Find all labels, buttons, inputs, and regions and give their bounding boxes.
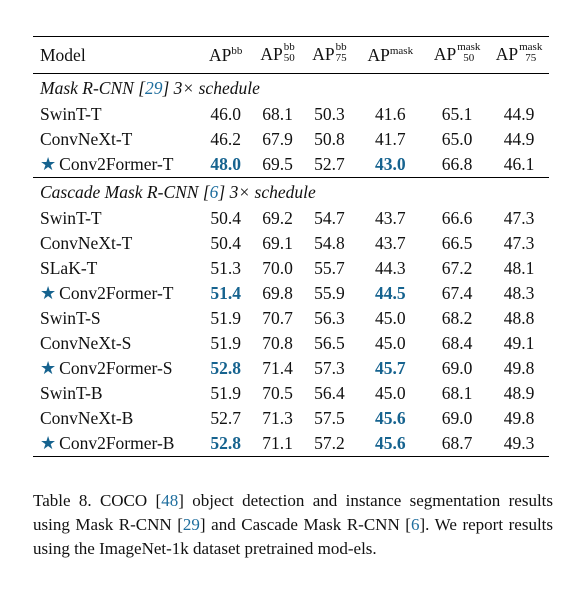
value-cell: 48.8 bbox=[503, 308, 535, 328]
value-cell: 47.3 bbox=[503, 233, 535, 253]
value-cell: 67.2 bbox=[441, 258, 473, 278]
value-cell: 69.0 bbox=[441, 358, 473, 378]
value-cell: 55.9 bbox=[314, 283, 345, 303]
value-cell: 69.5 bbox=[262, 154, 293, 174]
value-cell: 43.7 bbox=[374, 208, 406, 228]
model-name-cell: ★ Conv2Former-T bbox=[40, 283, 174, 303]
value-cell: 44.3 bbox=[374, 258, 406, 278]
model-name-cell: ConvNeXt-T bbox=[40, 233, 133, 253]
value-cell: 48.9 bbox=[503, 383, 535, 403]
model-name-cell: SLaK-T bbox=[40, 258, 98, 278]
value-cell: 68.1 bbox=[262, 104, 293, 124]
value-cell: 67.4 bbox=[441, 283, 473, 303]
citation-link[interactable]: 6 bbox=[410, 515, 420, 534]
star-icon: ★ bbox=[40, 283, 57, 303]
value-cell: 48.0 bbox=[210, 154, 242, 174]
value-cell: 50.8 bbox=[314, 129, 345, 149]
value-cell: 70.7 bbox=[262, 308, 293, 328]
value-cell: 43.7 bbox=[374, 233, 406, 253]
value-cell: 52.7 bbox=[210, 408, 242, 428]
table-row bbox=[33, 356, 549, 381]
section-header-row bbox=[33, 74, 549, 103]
value-cell: 41.6 bbox=[374, 104, 406, 124]
value-cell: 68.4 bbox=[441, 333, 473, 353]
value-cell: 69.1 bbox=[262, 233, 293, 253]
value-cell: 70.5 bbox=[262, 383, 293, 403]
value-cell: 50.4 bbox=[210, 208, 242, 228]
value-cell: 44.9 bbox=[503, 129, 535, 149]
value-cell: 43.0 bbox=[374, 154, 406, 174]
value-cell: 55.7 bbox=[314, 258, 345, 278]
table-row bbox=[33, 206, 549, 231]
header-col-1: AP bb 50 bbox=[260, 41, 295, 65]
star-icon: ★ bbox=[40, 154, 57, 174]
value-cell: 71.3 bbox=[262, 408, 293, 428]
value-cell: 66.8 bbox=[441, 154, 473, 174]
value-cell: 68.2 bbox=[441, 308, 473, 328]
section-header-row bbox=[33, 178, 549, 207]
value-cell: 52.8 bbox=[210, 358, 242, 378]
value-cell: 45.0 bbox=[374, 333, 406, 353]
value-cell: 46.2 bbox=[210, 129, 242, 149]
header-col-2: AP bb 75 bbox=[312, 41, 347, 65]
citation-link[interactable]: 6 bbox=[209, 181, 219, 202]
value-cell: 46.0 bbox=[210, 104, 242, 124]
header-col-4: AP mask 50 bbox=[433, 41, 481, 65]
table-row bbox=[33, 231, 549, 256]
value-cell: 68.7 bbox=[441, 433, 473, 453]
model-name-cell: SwinT-B bbox=[40, 383, 103, 403]
value-cell: 48.1 bbox=[503, 258, 535, 278]
value-cell: 51.9 bbox=[210, 308, 242, 328]
value-cell: 44.9 bbox=[503, 104, 535, 124]
value-cell: 71.4 bbox=[262, 358, 293, 378]
star-icon: ★ bbox=[40, 433, 57, 453]
results-table-container bbox=[33, 36, 549, 457]
model-name-cell: SwinT-S bbox=[40, 308, 101, 328]
value-cell: 52.7 bbox=[314, 154, 345, 174]
value-cell: 65.1 bbox=[441, 104, 473, 124]
table-row bbox=[33, 381, 549, 406]
table-row bbox=[33, 331, 549, 356]
value-cell: 45.6 bbox=[374, 433, 406, 453]
value-cell: 44.5 bbox=[374, 283, 406, 303]
value-cell: 46.1 bbox=[503, 154, 535, 174]
citation-link[interactable]: 29 bbox=[145, 77, 163, 98]
header-col-5: AP mask 75 bbox=[495, 41, 543, 65]
model-name-cell: ConvNeXt-B bbox=[40, 408, 134, 428]
value-cell: 71.1 bbox=[262, 433, 293, 453]
value-cell: 69.8 bbox=[262, 283, 293, 303]
table-row bbox=[33, 152, 549, 178]
value-cell: 51.3 bbox=[210, 258, 242, 278]
model-name-cell: SwinT-T bbox=[40, 208, 102, 228]
value-cell: 49.3 bbox=[503, 433, 535, 453]
value-cell: 54.8 bbox=[314, 233, 345, 253]
value-cell: 52.8 bbox=[210, 433, 242, 453]
value-cell: 50.4 bbox=[210, 233, 242, 253]
value-cell: 66.5 bbox=[441, 233, 473, 253]
value-cell: 45.0 bbox=[374, 383, 406, 403]
model-name-cell: ConvNeXt-T bbox=[40, 129, 133, 149]
table-row bbox=[33, 431, 549, 457]
value-cell: 45.6 bbox=[374, 408, 406, 428]
model-name-cell: ★ Conv2Former-S bbox=[40, 358, 173, 378]
value-cell: 51.9 bbox=[210, 383, 242, 403]
value-cell: 68.1 bbox=[441, 383, 473, 403]
value-cell: 51.4 bbox=[210, 283, 242, 303]
header-col-0: $AP^{bb}$ bbox=[209, 44, 243, 65]
table-caption: Table 8. COCO [48] object detection and instance segmentation results using Mask R-CNN [29] and Cascade Mask R-CNN [6]. We report results using the ImageNet-1k dataset pretrained mod-els. bbox=[33, 491, 554, 558]
model-name-cell: ★ Conv2Former-T bbox=[40, 154, 174, 174]
model-name-cell: ConvNeXt-S bbox=[40, 333, 132, 353]
value-cell: 41.7 bbox=[374, 129, 406, 149]
value-cell: 45.0 bbox=[374, 308, 406, 328]
value-cell: 54.7 bbox=[314, 208, 345, 228]
header-model: Model bbox=[40, 44, 86, 65]
value-cell: 56.3 bbox=[314, 308, 345, 328]
value-cell: 51.9 bbox=[210, 333, 242, 353]
table-row bbox=[33, 256, 549, 281]
value-cell: 65.0 bbox=[441, 129, 473, 149]
model-name-cell: SwinT-T bbox=[40, 104, 102, 124]
value-cell: 70.0 bbox=[262, 258, 293, 278]
value-cell: 70.8 bbox=[262, 333, 293, 353]
value-cell: 69.0 bbox=[441, 408, 473, 428]
value-cell: 57.5 bbox=[314, 408, 345, 428]
citation-link[interactable]: 29 bbox=[182, 515, 200, 534]
value-cell: 56.4 bbox=[314, 383, 345, 403]
table-body bbox=[33, 74, 549, 457]
value-cell: 66.6 bbox=[441, 208, 473, 228]
header-col-3: $AP^{mask}$ bbox=[367, 44, 414, 65]
table-row bbox=[33, 102, 549, 127]
table-row bbox=[33, 127, 549, 152]
citation-link[interactable]: 48 bbox=[161, 491, 179, 510]
table-row bbox=[33, 306, 549, 331]
value-cell: 49.8 bbox=[503, 408, 535, 428]
section-title: Mask R-CNN [29] 3× schedule bbox=[40, 77, 260, 98]
value-cell: 56.5 bbox=[314, 333, 345, 353]
model-name-cell: ★ Conv2Former-B bbox=[40, 433, 175, 453]
section-title: Cascade Mask R-CNN [6] 3× schedule bbox=[40, 181, 316, 202]
value-cell: 45.7 bbox=[374, 358, 406, 378]
value-cell: 50.3 bbox=[314, 104, 345, 124]
value-cell: 47.3 bbox=[503, 208, 535, 228]
table-row bbox=[33, 281, 549, 306]
value-cell: 69.2 bbox=[262, 208, 293, 228]
value-cell: 57.3 bbox=[314, 358, 345, 378]
value-cell: 49.8 bbox=[503, 358, 535, 378]
star-icon: ★ bbox=[40, 358, 57, 378]
value-cell: 48.3 bbox=[503, 283, 535, 303]
table-row bbox=[33, 406, 549, 431]
table-header-row bbox=[33, 37, 549, 74]
value-cell: 49.1 bbox=[503, 333, 535, 353]
results-table bbox=[33, 36, 549, 457]
value-cell: 67.9 bbox=[262, 129, 293, 149]
value-cell: 57.2 bbox=[314, 433, 345, 453]
